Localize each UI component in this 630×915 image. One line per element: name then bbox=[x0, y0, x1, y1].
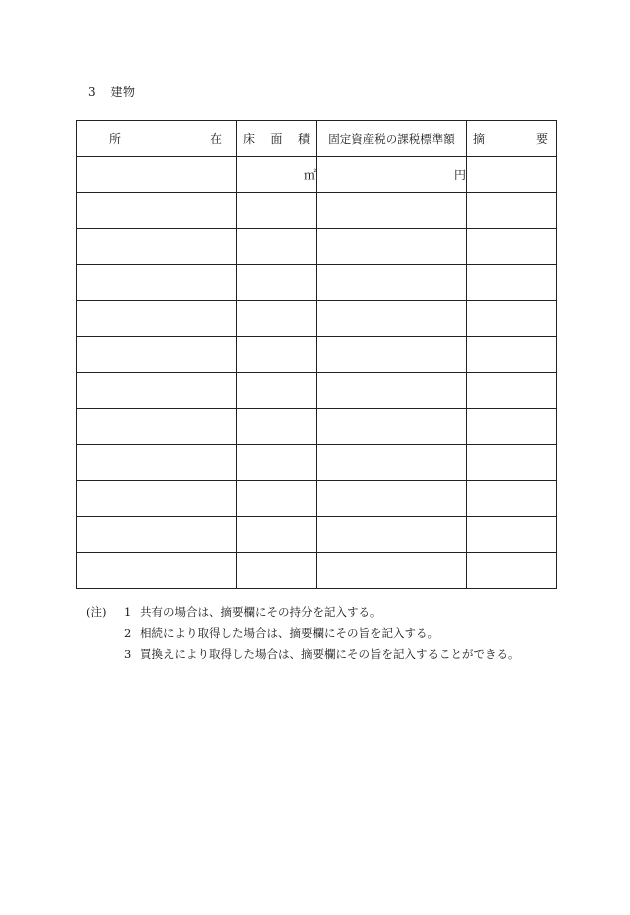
unit-yen: 円 bbox=[453, 168, 466, 182]
cell-floor-area[interactable] bbox=[237, 229, 317, 265]
cell-remarks[interactable] bbox=[467, 409, 557, 445]
cell-floor-area[interactable] bbox=[237, 265, 317, 301]
note-text: 相続により取得した場合は、摘要欄にその旨を記入する。 bbox=[140, 626, 439, 640]
cell-tax-base[interactable] bbox=[317, 337, 467, 373]
cell-tax-base[interactable] bbox=[317, 445, 467, 481]
cell-tax-base[interactable] bbox=[317, 409, 467, 445]
cell-location[interactable] bbox=[77, 553, 237, 589]
building-table bbox=[76, 120, 557, 589]
cell-tax-base[interactable] bbox=[317, 193, 467, 229]
cell-tax-base[interactable] bbox=[317, 481, 467, 517]
table-row bbox=[77, 157, 557, 193]
cell-floor-area[interactable] bbox=[237, 481, 317, 517]
cell-tax-base[interactable] bbox=[317, 553, 467, 589]
cell-remarks[interactable] bbox=[467, 481, 557, 517]
cell-remarks[interactable] bbox=[467, 373, 557, 409]
cell-tax-base[interactable] bbox=[317, 301, 467, 337]
cell-location[interactable] bbox=[77, 445, 237, 481]
table-row bbox=[77, 409, 557, 445]
cell-tax-base[interactable] bbox=[317, 157, 467, 193]
header-location: 所 在 bbox=[77, 121, 237, 157]
note-item: 2 相続により取得した場合は、摘要欄にその旨を記入する。 bbox=[86, 623, 520, 644]
unit-square-meter: ㎡ bbox=[303, 168, 316, 182]
header-remarks: 摘 要 bbox=[467, 121, 557, 157]
cell-remarks[interactable] bbox=[467, 337, 557, 373]
table-row bbox=[77, 373, 557, 409]
table-row bbox=[77, 481, 557, 517]
cell-remarks[interactable] bbox=[467, 157, 557, 193]
note-prefix: (注) bbox=[86, 605, 107, 619]
cell-tax-base[interactable] bbox=[317, 373, 467, 409]
note-item: 3 買換えにより取得した場合は、摘要欄にその旨を記入することができる。 bbox=[86, 644, 520, 665]
cell-location[interactable] bbox=[77, 157, 237, 193]
header-tax-base: 固定資産税の課税標準額 bbox=[317, 121, 467, 157]
cell-remarks[interactable] bbox=[467, 265, 557, 301]
cell-floor-area[interactable] bbox=[237, 373, 317, 409]
table-row bbox=[77, 265, 557, 301]
header-floor-area: 床 面 積 bbox=[237, 121, 317, 157]
cell-location[interactable] bbox=[77, 337, 237, 373]
section-number: 3 bbox=[88, 85, 97, 99]
cell-location[interactable] bbox=[77, 409, 237, 445]
notes-section bbox=[86, 602, 520, 665]
cell-tax-base[interactable] bbox=[317, 265, 467, 301]
cell-floor-area[interactable] bbox=[237, 445, 317, 481]
cell-floor-area[interactable] bbox=[237, 517, 317, 553]
cell-location[interactable] bbox=[77, 265, 237, 301]
cell-location[interactable] bbox=[77, 373, 237, 409]
cell-tax-base[interactable] bbox=[317, 517, 467, 553]
cell-location[interactable] bbox=[77, 229, 237, 265]
table-row bbox=[77, 193, 557, 229]
note-text: 共有の場合は、摘要欄にその持分を記入する。 bbox=[140, 605, 382, 619]
table-row bbox=[77, 517, 557, 553]
cell-remarks[interactable] bbox=[467, 517, 557, 553]
cell-location[interactable] bbox=[77, 193, 237, 229]
cell-remarks[interactable] bbox=[467, 229, 557, 265]
table-row bbox=[77, 229, 557, 265]
table-row bbox=[77, 301, 557, 337]
cell-location[interactable] bbox=[77, 481, 237, 517]
cell-floor-area[interactable] bbox=[237, 157, 317, 193]
note-item: (注) 1 共有の場合は、摘要欄にその持分を記入する。 bbox=[86, 602, 520, 623]
cell-floor-area[interactable] bbox=[237, 553, 317, 589]
cell-remarks[interactable] bbox=[467, 553, 557, 589]
cell-location[interactable] bbox=[77, 301, 237, 337]
table-header-row bbox=[77, 121, 557, 157]
table-row bbox=[77, 553, 557, 589]
cell-location[interactable] bbox=[77, 517, 237, 553]
cell-floor-area[interactable] bbox=[237, 337, 317, 373]
cell-tax-base[interactable] bbox=[317, 229, 467, 265]
table-row bbox=[77, 445, 557, 481]
cell-floor-area[interactable] bbox=[237, 193, 317, 229]
cell-floor-area[interactable] bbox=[237, 301, 317, 337]
section-title bbox=[88, 83, 135, 100]
cell-floor-area[interactable] bbox=[237, 409, 317, 445]
table-row bbox=[77, 337, 557, 373]
note-text: 買換えにより取得した場合は、摘要欄にその旨を記入することができる。 bbox=[140, 647, 520, 661]
cell-remarks[interactable] bbox=[467, 193, 557, 229]
section-heading: 建物 bbox=[110, 85, 136, 99]
cell-remarks[interactable] bbox=[467, 445, 557, 481]
cell-remarks[interactable] bbox=[467, 301, 557, 337]
